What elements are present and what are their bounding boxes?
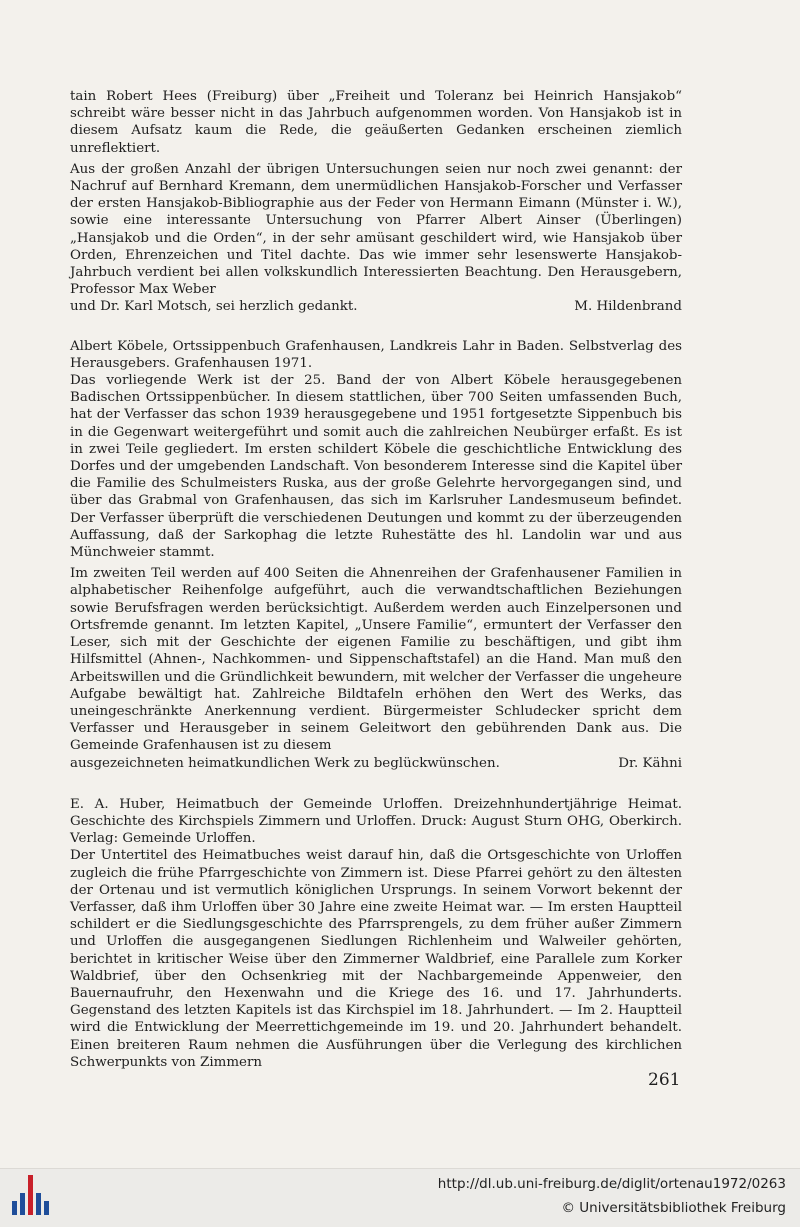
closing-text: und Dr. Karl Motsch, sei herzlich gedankt. bbox=[70, 299, 358, 315]
footer-bar bbox=[0, 1168, 800, 1227]
review-heimatbuch-urloffen bbox=[70, 796, 682, 1071]
paragraph: Der Untertitel des Heimatbuches weist darauf hin, daß die Ortsgeschichte von Urloffen zugleich die frühe Pfarrgeschichte von Zimmern ist. Diese Pfarrei gehört zu den ältesten der Ortenau und ist vermutlich königlichen Ursprungs. In seinem Vorwort bekennt der Verfasser, daß ihm Urloffen über 30 Jahre eine zweite Heimat war. — Im ersten Hauptteil schildert er die Siedlungsgeschichte des Pfarrsprengels, zu dem früher außer Zimmern und Urloffen die ausgegangenen Siedlungen Richlenheim und Walweiler gehörten, berichtet in kritischer Weise über den Zimmerner Waldbrief, eine Parallele zum Korker Waldbrief, über den Ochsenkrieg mit der Nachbargemeinde Appenweier, den Bauernaufruhr, den Hexenwahn und die Kriege des 16. und 17. Jahrhunderts. Gegenstand des letzten Kapitels ist das Kirchspiel im 18. Jahrhundert. — Im 2. Hauptteil wird die Entwicklung der Meerrettichgemeinde im 19. und 20. Jahrhundert behandelt. Einen breiteren Raum nehmen die Ausführungen über die Verlegung des kirchlichen Schwerpunkts von Zimmern bbox=[70, 848, 682, 1070]
page-number: 261 bbox=[648, 1070, 681, 1090]
page-text bbox=[70, 88, 682, 1071]
reviewer-signature: M. Hildenbrand bbox=[574, 299, 682, 315]
paragraph: Im zweiten Teil werden auf 400 Seiten die Ahnenreihen der Grafenhausener Familien in alphabetischer Reihenfolge aufgeführt, auch die verwandtschaftlichen Beziehungen sowie Berufsfragen werden berücksichtigt. Außerdem werden auch Einzelpersonen und Ortsfremde genannt. Im letzten Kapitel, „Unsere Familie“, ermuntert der Verfasser den Leser, sich mit der Geschichte der eigenen Familie zu beschäftigen, und gibt ihm Hilfsmittel (Ahnen-, Nachkommen- und Sippenschaftstafel) an die Hand. Man muß den Arbeitswillen und die Gründlichkeit bewundern, mit welcher der Verfasser die ungeheure Aufgabe bewältigt hat. Zahlreiche Bildtafeln erhöhen den Wert des Werks, das uneingeschränkte Anerkennung verdient. Bürgermeister Schludecker spricht dem Verfasser und Herausgeber in seinem Geleitwort den gebührenden Dank aus. Die Gemeinde Grafenhausen ist zu diesem bbox=[70, 566, 682, 754]
paragraph: Das vorliegende Werk ist der 25. Band der von Albert Köbele herausgegebenen Badischen Ortssippenbücher. In diesem stattlichen, über 700 Seiten umfassenden Buch, hat der Verfasser das schon 1939 herausgegebene und 1951 fortgesetzte Sippenbuch bis in die Gegenwart weitergeführt und somit auch die zahlreichen Neubürger erfaßt. Es ist in zwei Teile gegliedert. Im ersten schildert Köbele die geschichtliche Entwicklung des Dorfes und der umgebenden Landschaft. Von besonderem Interesse sind die Kapitel über die Familie des Schulmeisters Ruska, aus der große Gelehrte hervorgegangen sind, und über das Grabmal von Grafenhausen, das sich im Karlsruher Landesmuseum befindet. Der Verfasser überprüft die verschiedenen Deutungen und kommt zu der überzeugenden Auffassung, daß der Sarkophag die letzte Ruhestätte des hl. Landolin war und aus Münchweier stammt. bbox=[70, 373, 682, 561]
signature-line bbox=[70, 298, 682, 315]
paragraph: Aus der großen Anzahl der übrigen Untersuchungen seien nur noch zwei genannt: der Nachruf auf Bernhard Kremann, dem unermüdlichen Hansjakob-Forscher und Verfasser der ersten Hansjakob-Bibliographie aus der Feder von Hermann Eimann (Münster i. W.), sowie eine interessante Untersuchung von Pfarrer Albert Ainser (Überlingen) „Hansjakob und die Orden“, in der sehr amüsant geschildert wird, wie Hansjakob über Orden, Ehrenzeichen und Titel dachte. Das wie immer sehr lesenswerte Hansjakob-Jahrbuch verdient bei allen volkskundlich Interessierten Beachtung. Den Herausgebern, Professor Max Weber bbox=[70, 161, 682, 298]
copyright-notice: © Universitätsbibliothek Freiburg bbox=[561, 1200, 786, 1216]
review-heading: E. A. Huber, Heimatbuch der Gemeinde Urloffen. Dreizehnhundertjährige Heimat. Geschichte des Kirchspiels Zimmern und Urloffen. Druck: August Sturn OHG, Oberkirch. Verlag: Gemeinde Urloffen. bbox=[70, 796, 682, 847]
review-hansjakob bbox=[70, 88, 682, 316]
source-link[interactable]: http://dl.ub.uni-freiburg.de/diglit/ortenau1972/0263 bbox=[437, 1176, 786, 1192]
library-logo-icon bbox=[10, 1175, 54, 1221]
review-heading: Albert Köbele, Ortssippenbuch Grafenhausen, Landkreis Lahr in Baden. Selbstverlag des Herausgebers. Grafenhausen 1971. bbox=[70, 338, 682, 371]
paragraph: tain Robert Hees (Freiburg) über „Freiheit und Toleranz bei Heinrich Hansjakob“ schreibt wäre besser nicht in das Jahrbuch aufgenommen worden. Von Hansjakob ist in diesem Aufsatz kaum die Rede, die geäußerten Gedanken erscheinen ziemlich unreflektiert. bbox=[70, 89, 682, 156]
signature-line bbox=[70, 755, 682, 772]
review-ortssippenbuch bbox=[70, 338, 682, 772]
closing-text: ausgezeichneten heimatkundlichen Werk zu beglückwünschen. bbox=[70, 755, 500, 771]
reviewer-signature: Dr. Kähni bbox=[618, 755, 682, 771]
